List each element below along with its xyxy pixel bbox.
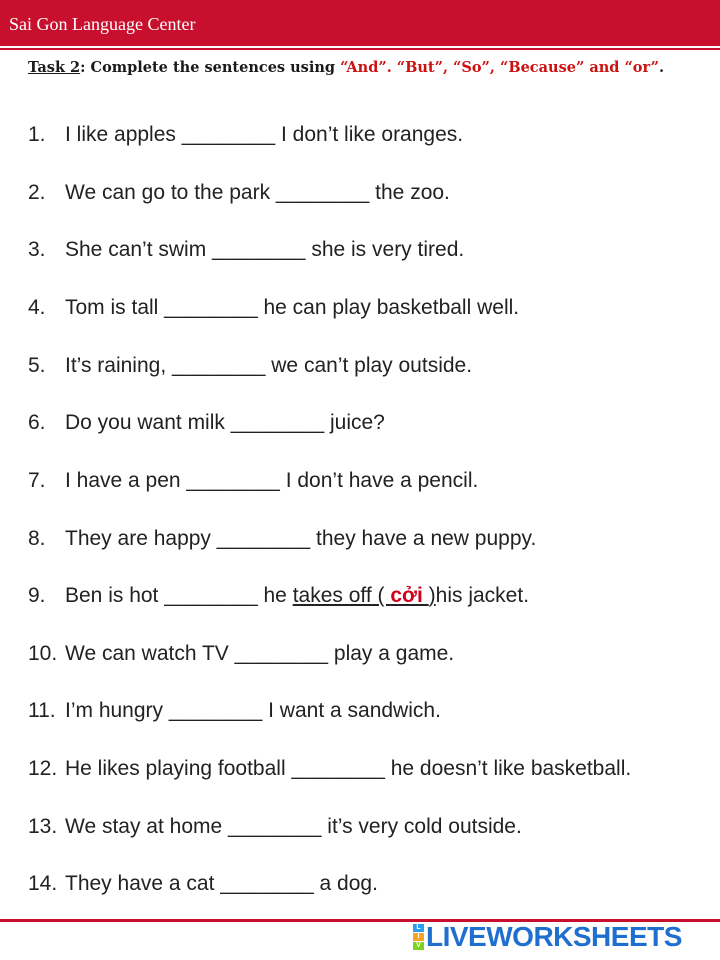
item-number: 13. [28,815,58,838]
item-number: 7. [28,469,46,492]
logo-icon-letter-v: V [413,942,424,950]
item-number: 2. [28,181,46,204]
task-label: Task 2 [28,59,81,76]
item-number: 14. [28,872,58,895]
item-number: 11. [28,699,56,722]
header-title: Sai Gon Language Center [9,14,196,34]
exercise-item-10 [0,639,720,669]
vietnamese-hint: cởi [390,584,429,607]
phrasal-verb: takes off ( [292,584,391,607]
exercise-item-4 [0,293,720,323]
item-number: 5. [28,354,46,377]
exercise-item-14 [0,869,720,899]
exercise-item-12 [0,754,720,784]
item-number: 3. [28,238,46,261]
item-number: 10. [28,642,58,665]
item-sentence: We stay at home ________ it’s very cold outside. [65,815,522,838]
logo-icon-letter-i: I [413,933,424,941]
item-sentence: They have a cat ________ a dog. [65,872,378,895]
sentence-end: his jacket. [435,584,530,607]
item-sentence: We can go to the park ________ the zoo. [65,181,450,204]
logo-icon-letter-l: L [413,924,424,932]
exercise-item-9 [0,581,720,611]
logo-wordmark: LIVEWORKSHEETS [426,921,682,952]
item-sentence: It’s raining, ________ we can’t play outside. [65,354,473,377]
exercise-item-1 [0,120,720,150]
item-sentence [65,581,529,611]
exercise-item-5 [0,351,720,381]
exercise-item-8 [0,524,720,554]
task-end: . [659,59,665,76]
item-sentence: Tom is tall ________ he can play basketball well. [65,296,520,319]
item-number: 9. [28,584,46,607]
item-sentence: They are happy ________ they have a new puppy. [65,527,537,550]
item-sentence: Do you want milk ________ juice? [65,411,385,434]
item-number: 6. [28,411,46,434]
item-number: 1. [28,123,46,146]
item-sentence: I like apples ________ I don’t like oranges. [65,123,464,146]
item-sentence: I’m hungry ________ I want a sandwich. [65,699,441,722]
task-text: : Complete the sentences using [80,59,341,76]
exercise-item-3 [0,235,720,265]
exercise-item-11 [0,696,720,726]
exercise-item-2 [0,178,720,208]
item-sentence: He likes playing football ________ he doesn’t like basketball. [65,757,632,780]
sentence-start: Ben is hot ________ he [65,584,293,607]
task-instruction [28,57,708,79]
item-sentence: We can watch TV ________ play a game. [65,642,455,665]
liveworksheets-logo [413,922,682,952]
item-sentence: She can’t swim ________ she is very tired. [65,238,465,261]
liveworksheets-icon [413,924,424,951]
item-number: 8. [28,527,46,550]
task-connectors: “And”. “But”, “So”, “Because” and “or” [340,59,659,76]
phrasal-verb-hint [293,584,436,607]
exercise-item-6 [0,408,720,438]
header-divider [0,48,720,50]
exercise-item-13 [0,812,720,842]
exercise-item-7 [0,466,720,496]
header-bar [0,0,720,46]
hint-close-paren: ) [428,584,436,607]
item-sentence: I have a pen ________ I don’t have a pencil. [65,469,479,492]
item-number: 12. [28,757,58,780]
item-number: 4. [28,296,46,319]
